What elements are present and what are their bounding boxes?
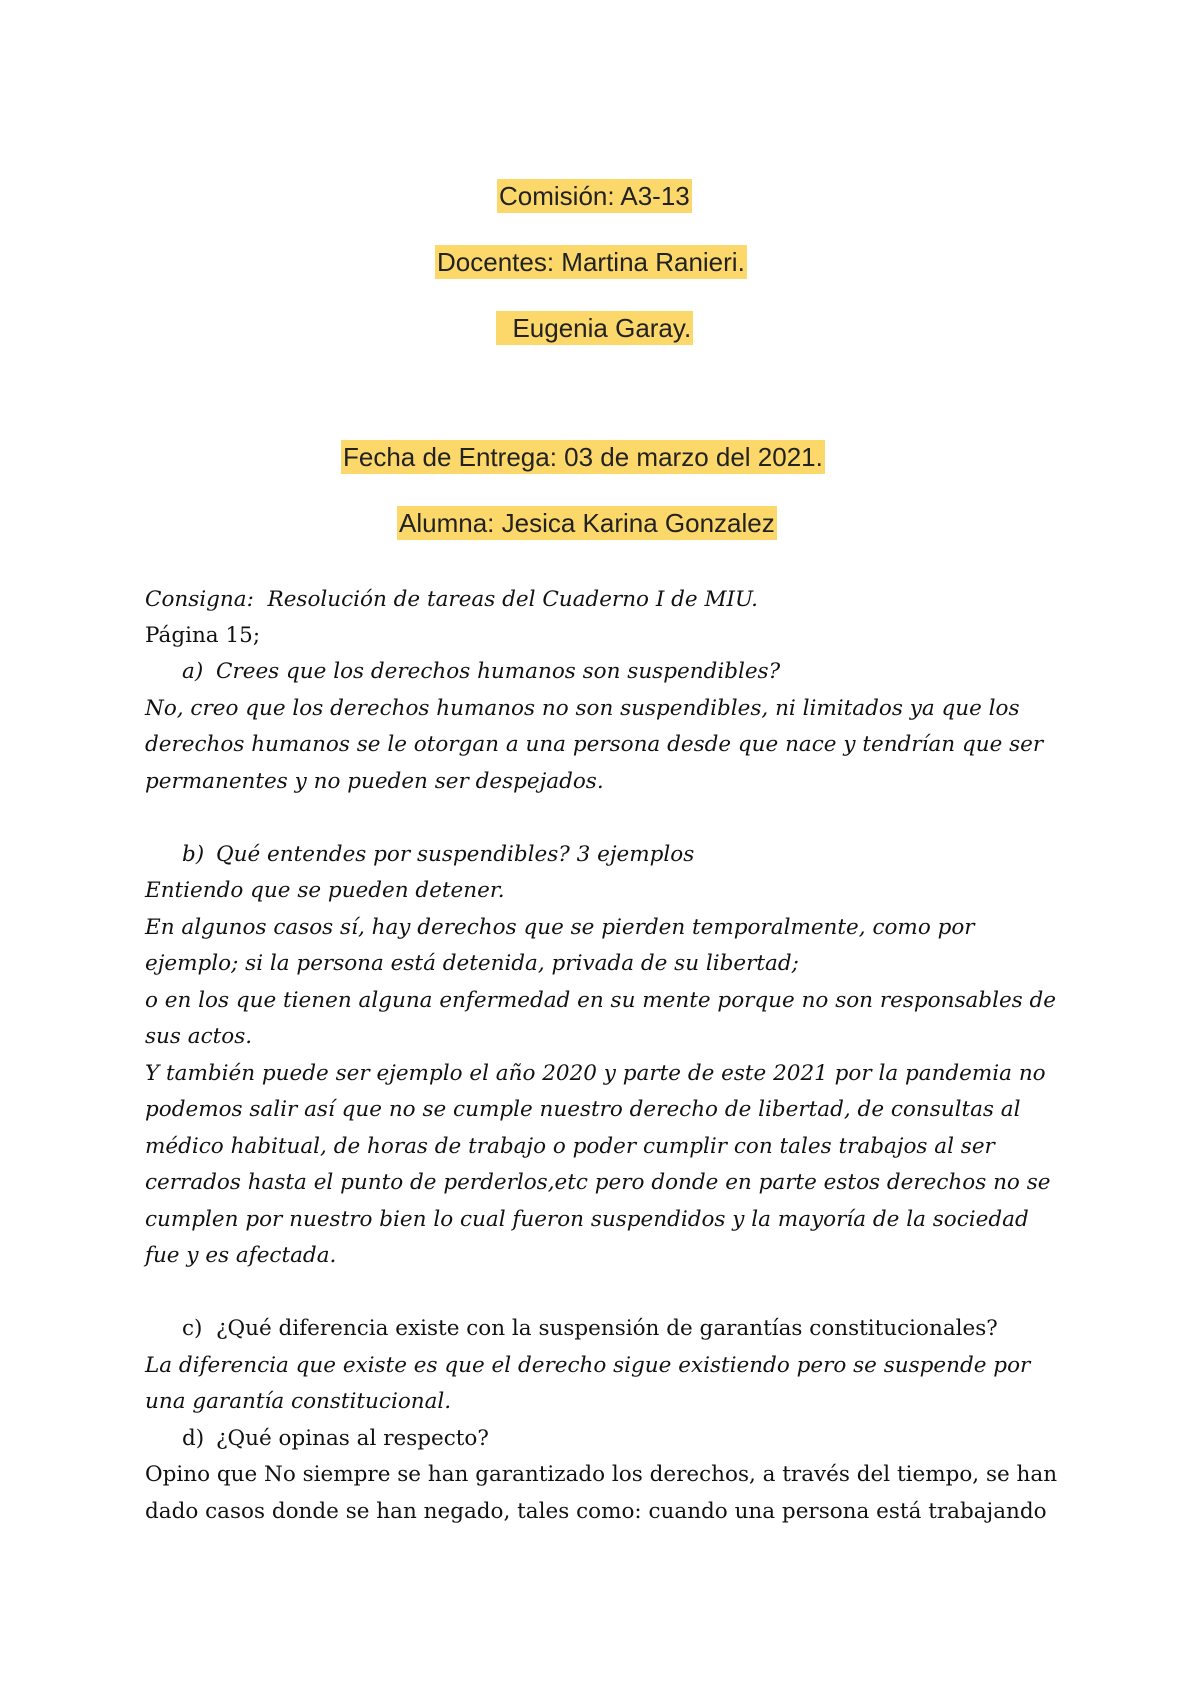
- question-a: [182, 657, 780, 687]
- fecha-entrega-heading: Fecha de Entrega: 03 de marzo del 2021.: [343, 442, 823, 472]
- alumna-heading: Alumna: Jesica Karina Gonzalez: [399, 508, 775, 538]
- question-b-letter: b): [182, 842, 205, 867]
- answer-a-line: No, creo que los derechos humanos no son suspendibles, ni limitados ya que los: [145, 696, 1020, 721]
- consigna-label: Consigna:: [145, 587, 254, 612]
- answer-b-line: fue y es afectada.: [145, 1243, 337, 1268]
- answer-a-line: derechos humanos se le otorgan a una persona desde que nace y tendrían que ser: [145, 732, 1044, 757]
- comision-heading: Comisión: A3-13: [499, 181, 690, 211]
- consigna-text: Resolución de tareas del Cuaderno I de MIU.: [267, 587, 758, 612]
- answer-a-line: permanentes y no pueden ser despejados.: [145, 769, 604, 794]
- answer-d-line: Opino que No siempre se han garantizado los derechos, a través del tiempo, se han: [145, 1462, 1058, 1487]
- answer-b-line: ejemplo; si la persona está detenida, privada de su libertad;: [145, 951, 799, 976]
- question-d-letter: d): [182, 1426, 205, 1451]
- question-b-text: Qué entendes por suspendibles? 3 ejemplos: [216, 842, 695, 867]
- answer-b-line: Entiendo que se pueden detener.: [145, 878, 505, 903]
- answer-b-line: cerrados hasta el punto de perderlos,etc pero donde en parte estos derechos no se: [145, 1170, 1051, 1195]
- question-a-text: Crees que los derechos humanos son suspendibles?: [216, 659, 781, 684]
- question-d-text: ¿Qué opinas al respecto?: [216, 1426, 489, 1451]
- answer-b-line: cumplen por nuestro bien lo cual fueron suspendidos y la mayoría de la sociedad: [145, 1207, 1029, 1232]
- answer-b-line: sus actos.: [145, 1024, 253, 1049]
- answer-b-line: médico habitual, de horas de trabajo o poder cumplir con tales trabajos al ser: [145, 1134, 995, 1159]
- answer-b-line: o en los que tienen alguna enfermedad en su mente porque no son responsables de: [145, 988, 1057, 1013]
- answer-c-line: La diferencia que existe es que el derecho sigue existiendo pero se suspende por: [145, 1353, 1031, 1378]
- docentes-heading: Docentes: Martina Ranieri.: [437, 247, 745, 277]
- question-c-text: ¿Qué diferencia existe con la suspensión de garantías constitucionales?: [216, 1316, 998, 1341]
- question-d: [182, 1424, 489, 1454]
- question-c: [182, 1314, 998, 1344]
- answer-b-line: podemos salir así que no se cumple nuestro derecho de libertad, de consultas al: [145, 1097, 1021, 1122]
- page-reference: Página 15;: [145, 623, 261, 648]
- answer-b-line: Y también puede ser ejemplo el año 2020 y parte de este 2021 por la pandemia no: [145, 1061, 1046, 1086]
- answer-c-line: una garantía constitucional.: [145, 1389, 452, 1414]
- question-a-letter: a): [182, 659, 204, 684]
- answer-d-line: dado casos donde se han negado, tales como: cuando una persona está trabajando: [145, 1499, 1047, 1524]
- question-c-letter: c): [182, 1316, 203, 1341]
- question-b: [182, 840, 694, 870]
- docente-secondary: Eugenia Garay.: [498, 313, 692, 343]
- consigna-line: [145, 585, 758, 615]
- answer-b-line: En algunos casos sí, hay derechos que se pierden temporalmente, como por: [145, 915, 975, 940]
